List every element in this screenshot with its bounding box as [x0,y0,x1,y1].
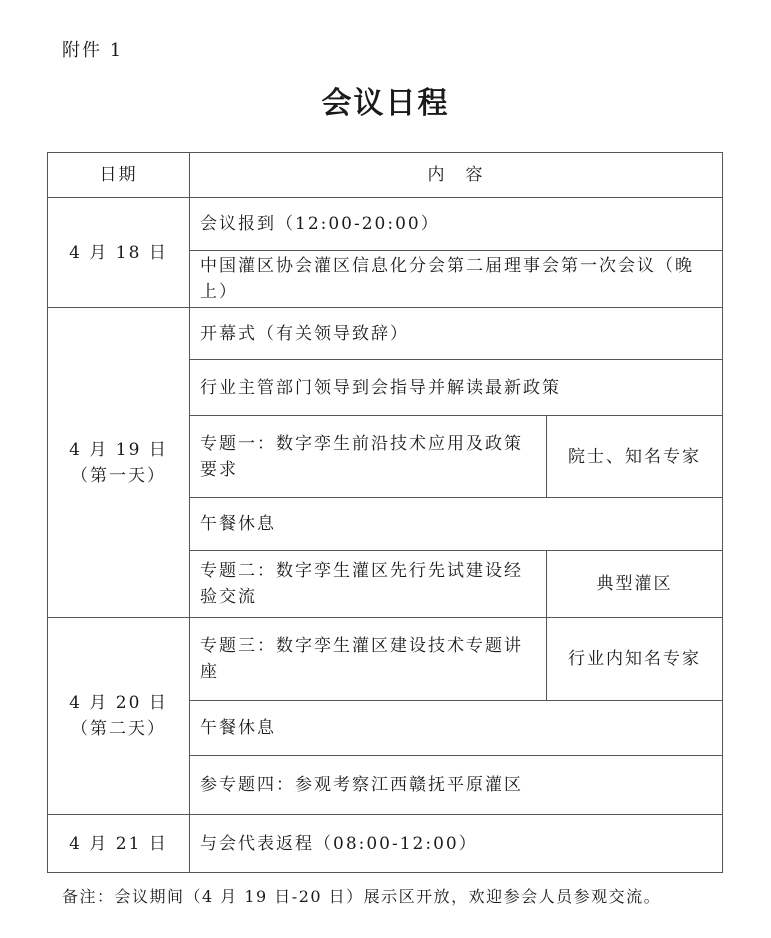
content-cell: 参专题四：参观考察江西赣抚平原灌区 [190,756,723,815]
date-cell [48,198,190,308]
date-text: 4 月 21 日 [69,833,168,854]
speaker-cell: 典型灌区 [547,551,723,618]
table-row [48,618,723,701]
date-text: 4 月 20 日 [69,693,168,713]
date-subtext: （第二天） [71,719,166,739]
date-text: 4 月 18 日 [69,242,168,263]
header-content: 内 容 [190,153,723,198]
content-cell: 行业主管部门领导到会指导并解读最新政策 [190,360,723,416]
content-cell: 专题二：数字孪生灌区先行先试建设经验交流 [190,551,547,618]
content-cell: 会议报到（12:00-20:00） [190,198,723,251]
content-cell: 午餐休息 [190,701,723,756]
header-row [48,153,723,198]
speaker-cell: 院士、知名专家 [547,416,723,498]
content-cell: 专题三：数字孪生灌区建设技术专题讲座 [190,618,547,701]
table-row [48,198,723,251]
table-row [48,308,723,360]
content-cell: 开幕式（有关领导致辞） [190,308,723,360]
schedule-table [47,152,723,873]
attachment-label: 附件 1 [62,40,124,61]
date-cell [48,815,190,873]
header-date: 日期 [48,153,190,198]
date-cell [48,308,190,618]
date-text: 4 月 19 日 [69,439,168,460]
speaker-cell: 行业内知名专家 [547,618,723,701]
content-cell: 中国灌区协会灌区信息化分会第二届理事会第一次会议（晚上） [190,251,723,308]
date-cell [48,618,190,815]
table-row [48,815,723,873]
page-title: 会议日程 [321,86,450,121]
content-cell: 与会代表返程（08:00-12:00） [190,815,723,873]
footnote: 备注：会议期间（4 月 19 日-20 日）展示区开放，欢迎参会人员参观交流。 [62,887,662,906]
date-subtext: （第一天） [71,465,166,486]
content-cell: 专题一：数字孪生前沿技术应用及政策要求 [190,416,547,498]
content-cell: 午餐休息 [190,498,723,551]
